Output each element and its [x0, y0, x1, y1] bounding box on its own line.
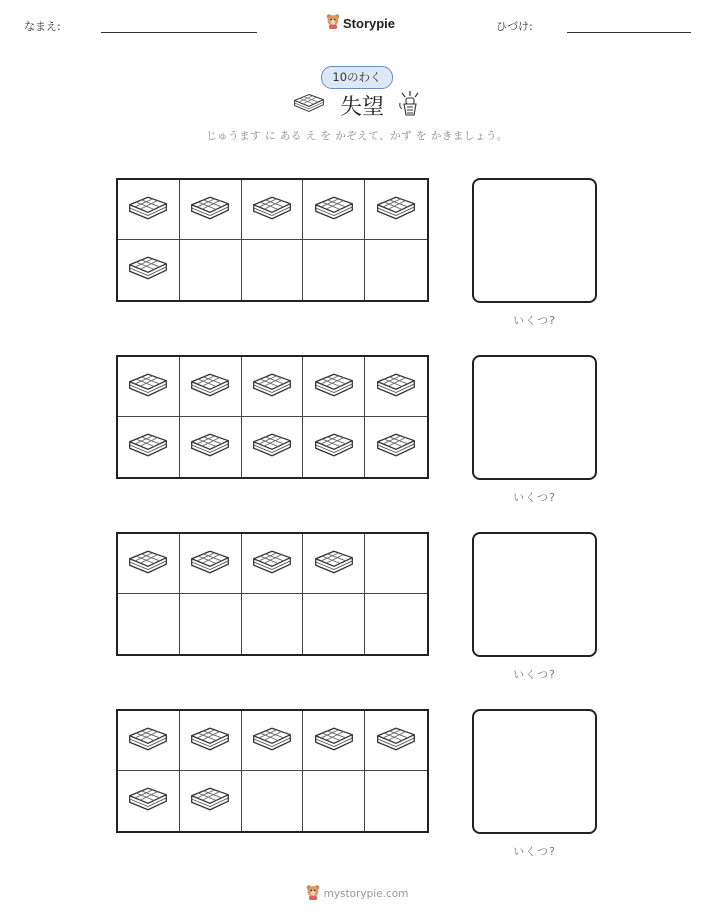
folded-blanket-icon: [126, 548, 170, 580]
ten-frame-cell: [242, 240, 304, 300]
ten-frame-cell: [118, 357, 180, 417]
answer-box[interactable]: [472, 709, 597, 834]
ten-frame-cell: [118, 534, 180, 594]
folded-blanket-icon: [374, 725, 418, 757]
instruction-text: じゅうます に ある え を かぞえて、かず を かきましょう。: [206, 130, 508, 142]
ten-frame-cell: [303, 711, 365, 771]
ten-frame-cell: [365, 771, 427, 831]
ten-frame-cell: [242, 594, 304, 654]
folded-blanket-icon: [312, 548, 356, 580]
folded-blanket-icon: [292, 92, 326, 118]
folded-blanket-icon: [126, 254, 170, 286]
ten-frame-cell: [118, 417, 180, 477]
title-row: [0, 90, 714, 120]
ten-frame-cell: [242, 771, 304, 831]
folded-blanket-icon: [312, 725, 356, 757]
date-line[interactable]: [567, 32, 691, 33]
ten-frame-cell: [180, 357, 242, 417]
worksheet-type-badge: 10のわく: [321, 66, 393, 89]
storypie-logo: [326, 13, 395, 33]
ten-frame-cell: [180, 534, 242, 594]
ten-frame-cell: [118, 771, 180, 831]
folded-blanket-icon: [188, 194, 232, 226]
ten-frame-cell: [303, 180, 365, 240]
folded-blanket-icon: [188, 371, 232, 403]
folded-blanket-icon: [250, 725, 294, 757]
folded-blanket-icon: [126, 785, 170, 817]
ten-frame-cell: [180, 417, 242, 477]
ten-frame: [116, 709, 429, 833]
ten-frame-cell: [118, 594, 180, 654]
ten-frame-cell: [303, 594, 365, 654]
answer-prompt: いくつ?: [513, 314, 556, 327]
ten-frame-cell: [365, 357, 427, 417]
ten-frame-cell: [242, 534, 304, 594]
ten-frame: [116, 355, 429, 479]
ten-frame-cell: [180, 240, 242, 300]
folded-blanket-icon: [374, 194, 418, 226]
ten-frame-cell: [180, 180, 242, 240]
folded-blanket-icon: [188, 725, 232, 757]
answer-box[interactable]: [472, 178, 597, 303]
footer: [0, 884, 714, 904]
ten-frame-cell: [303, 240, 365, 300]
answer-box[interactable]: [472, 355, 597, 480]
folded-blanket-icon: [312, 431, 356, 463]
bear-mascot-icon: [326, 13, 340, 33]
folded-blanket-icon: [126, 194, 170, 226]
ten-frame: [116, 532, 429, 656]
logo-text: Storypie: [343, 15, 396, 31]
ten-frame-cell: [365, 594, 427, 654]
folded-blanket-icon: [250, 194, 294, 226]
ten-frame-cell: [365, 180, 427, 240]
folded-blanket-icon: [374, 371, 418, 403]
ten-frame-cell: [118, 240, 180, 300]
folded-blanket-icon: [312, 194, 356, 226]
ten-frame-cell: [180, 594, 242, 654]
ten-frame-cell: [180, 711, 242, 771]
page-title: 失望: [339, 94, 384, 120]
ten-frame-cell: [242, 417, 304, 477]
folded-blanket-icon: [312, 371, 356, 403]
ten-frame-cell: [118, 180, 180, 240]
folded-blanket-icon: [188, 431, 232, 463]
ten-frame-cell: [242, 711, 304, 771]
folded-blanket-icon: [374, 431, 418, 463]
sad-character-icon: [398, 89, 422, 121]
folded-blanket-icon: [188, 548, 232, 580]
ten-frame-cell: [365, 534, 427, 594]
ten-frame-cell: [242, 357, 304, 417]
answer-prompt: いくつ?: [513, 668, 556, 681]
ten-frame-cell: [365, 711, 427, 771]
answer-prompt: いくつ?: [513, 845, 556, 858]
ten-frame-cell: [303, 534, 365, 594]
footer-url: mystorypie.com: [323, 888, 409, 900]
ten-frame-cell: [180, 771, 242, 831]
folded-blanket-icon: [126, 371, 170, 403]
ten-frame-cell: [365, 417, 427, 477]
ten-frame-cell: [242, 180, 304, 240]
date-label: ひづけ:: [496, 20, 533, 33]
name-label: なまえ:: [24, 20, 61, 33]
folded-blanket-icon: [250, 431, 294, 463]
ten-frame-cell: [303, 417, 365, 477]
bear-mascot-icon: [306, 884, 320, 904]
ten-frame: [116, 178, 429, 302]
folded-blanket-icon: [250, 371, 294, 403]
answer-prompt: いくつ?: [513, 491, 556, 504]
ten-frame-cell: [365, 240, 427, 300]
folded-blanket-icon: [250, 548, 294, 580]
name-line[interactable]: [101, 32, 257, 33]
folded-blanket-icon: [126, 431, 170, 463]
folded-blanket-icon: [126, 725, 170, 757]
ten-frame-cell: [118, 711, 180, 771]
ten-frame-cell: [303, 771, 365, 831]
folded-blanket-icon: [188, 785, 232, 817]
answer-box[interactable]: [472, 532, 597, 657]
ten-frame-cell: [303, 357, 365, 417]
